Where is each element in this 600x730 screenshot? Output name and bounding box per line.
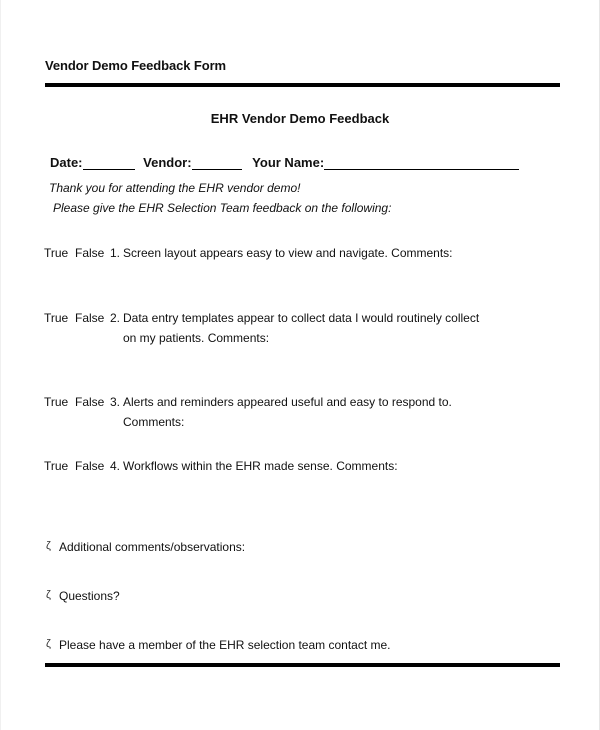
vendor-field[interactable]	[192, 155, 242, 170]
header-fields	[50, 155, 519, 170]
document-title: Vendor Demo Feedback Form	[45, 58, 226, 73]
intro-instructions: Please give the EHR Selection Team feedback on the following:	[53, 201, 392, 215]
additional-comments-label: Additional comments/observations:	[59, 540, 246, 554]
bullet-icon: ζ	[46, 589, 51, 601]
q3-text: Alerts and reminders appeared useful and easy to respond to. Comments:	[123, 395, 452, 429]
contact-request-label: Please have a member of the EHR selection team contact me.	[59, 638, 391, 652]
q1-text: Screen layout appears easy to view and navigate. Comments:	[123, 246, 453, 260]
date-field[interactable]	[83, 155, 135, 170]
q1-false-option[interactable]: False	[75, 246, 105, 260]
q2-false-option[interactable]: False	[75, 311, 105, 325]
page-edge-left	[0, 0, 1, 730]
q3-false-option[interactable]: False	[75, 395, 105, 409]
q4-text: Workflows within the EHR made sense. Comments:	[123, 459, 398, 473]
q4-false-option[interactable]: False	[75, 459, 105, 473]
bullet-icon: ζ	[46, 638, 51, 650]
q3-true-option[interactable]: True	[44, 395, 69, 409]
bottom-divider	[45, 663, 560, 667]
q1-number: 1.	[110, 246, 121, 260]
date-label: Date:	[50, 155, 83, 170]
bullet-icon: ζ	[46, 540, 51, 552]
q3-number: 3.	[110, 395, 121, 409]
your-name-label: Your Name:	[252, 155, 325, 170]
q2-number: 2.	[110, 311, 121, 325]
your-name-field[interactable]	[324, 155, 519, 170]
q2-text: Data entry templates appear to collect data I would routinely collect on my patients. Comments:	[123, 311, 480, 345]
vendor-label: Vendor:	[143, 155, 192, 170]
questions-label: Questions?	[59, 589, 120, 603]
q1-true-option[interactable]: True	[44, 246, 69, 260]
form-subtitle: EHR Vendor Demo Feedback	[210, 111, 390, 126]
q4-true-option[interactable]: True	[44, 459, 69, 473]
intro-thanks: Thank you for attending the EHR vendor demo!	[49, 181, 301, 195]
q2-true-option[interactable]: True	[44, 311, 69, 325]
top-divider	[45, 83, 560, 87]
q4-number: 4.	[110, 459, 121, 473]
